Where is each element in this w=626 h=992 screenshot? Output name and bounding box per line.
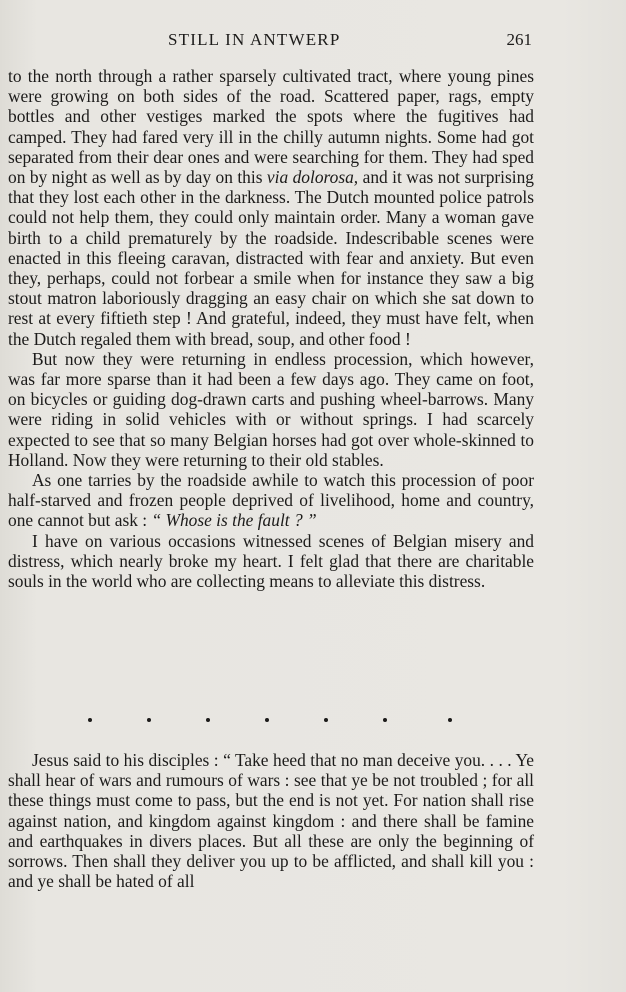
section-break-dots	[88, 718, 468, 738]
ellipsis-dot	[448, 718, 452, 722]
ellipsis-dot	[88, 718, 92, 722]
paragraph-1-text-a: to the north through a rather sparsely cultivated tract, where young pines were growing on both sides of the road. Scattered paper, rags, empty bottles and other vestiges marked the spots where the fugitives had camped. They had fared very ill in the chilly autumn nights. Some had got separated from their dear ones and were searching for them. They had sped on by night as well as by day on this	[8, 66, 534, 188]
page-header	[8, 30, 532, 52]
paragraph-3	[8, 470, 534, 531]
paragraph-4: I have on various occasions witnessed scenes of Belgian misery and distress, which nearly broke my heart. I felt glad that there are charitable souls in the world who are collecting means to alleviate this distress.	[8, 530, 534, 592]
ellipsis-dot	[147, 718, 151, 722]
page-number: 261	[506, 30, 532, 49]
paragraph-5: Jesus said to his disciples : “ Take heed that no man deceive you. . . . Ye shall hear of wars and rumours of wars : see that ye be not troubled ; for all these things must come to pass, but the end is not yet. For nation shall rise against nation, and kingdom against kingdom : and there shall be famine and earthquakes in divers places. But all these are only the beginning of sorrows. Then shall they deliver you up to be afflicted, and shall kill you : and ye shall be hated of all	[8, 750, 534, 892]
ellipsis-dot	[206, 718, 210, 722]
ellipsis-dot	[265, 718, 269, 722]
body-text-block-2	[8, 750, 534, 891]
paragraph-3-italic: “ Whose is the fault ? ”	[151, 510, 317, 531]
paragraph-2: But now they were returning in endless procession, which however, was far more sparse than it had been a few days ago. They came on foot, on bicycles or guiding dog-drawn carts and pushing wheel-barrows. Many were riding in solid vehicles with or without springs. I had scarcely expected to see that so many Belgian horses had got over whole-skinned to Holland. Now they were returning to their old stables.	[8, 348, 534, 470]
body-text-block-1	[8, 66, 534, 591]
paragraph-1-italic: via dolorosa,	[266, 167, 359, 188]
ellipsis-dot	[324, 718, 328, 722]
running-head: STILL IN ANTWERP	[168, 30, 341, 49]
paragraph-3-text: As one tarries by the roadside awhile to watch this procession of poor half-starved and frozen people deprived of livelihood, home and country, one cannot but ask :	[8, 470, 534, 531]
ellipsis-dot	[383, 718, 387, 722]
paragraph-1-text-b: and it was not surprising that they lost each other in the darkness. The Dutch mounted police patrols could not help them, they could only maintain order. Many a woman gave birth to a child prematurely by the roadside. Indescribable scenes were enacted in this fleeing caravan, distracted with fear and anxiety. But even they, perhaps, could not forbear a smile when for instance they saw a big stout matron laboriously dragging an easy chair on which she sat down to rest at every fiftieth step ! And grateful, indeed, they must have felt, when the Dutch regaled them with bread, soup, and other food !	[8, 167, 535, 349]
paragraph-1	[8, 66, 534, 349]
